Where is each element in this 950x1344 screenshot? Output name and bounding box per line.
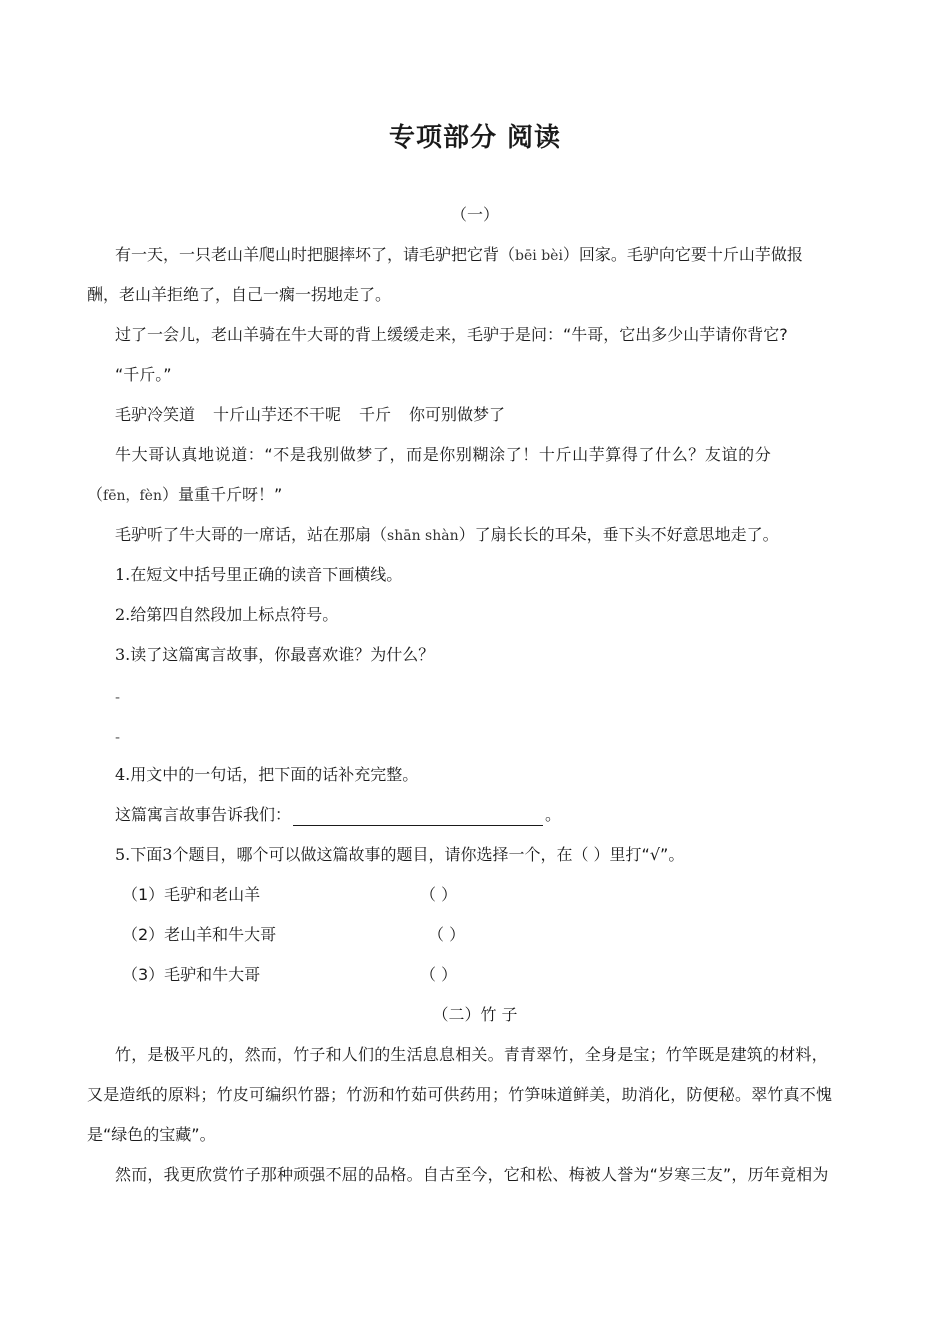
section-2-paragraph-1-line-2: 又是造纸的原料；竹皮可编织竹器；竹沥和竹茹可供药用；竹笋味道鲜美，助消化，防便秘。翠竹真不愧 xyxy=(87,1085,833,1104)
paragraph-5-line-1: 牛大哥认真地说道：“不是我别做梦了，而是你别糊涂了！十斤山芋算得了什么？友谊的分 xyxy=(115,445,772,464)
section-2-paragraph-1-line-3: 是“绿色的宝藏”。 xyxy=(87,1125,216,1144)
paragraph-6: 毛驴听了牛大哥的一席话，站在那扇（shān shàn）了扇长长的耳朵，垂下头不好意思地走了。 xyxy=(115,525,779,544)
option-1-label: （1）毛驴和老山羊 xyxy=(122,885,261,904)
section-heading-2: （二）竹 子 xyxy=(432,1005,518,1024)
section-2-paragraph-1-line-1: 竹，是极平凡的，然而，竹子和人们的生活息息相关。青青翠竹，全身是宝；竹竿既是建筑的材料， xyxy=(115,1045,828,1064)
pinyin-fen: fēn，fèn xyxy=(103,488,162,504)
question-4: 4.用文中的一句话，把下面的话补充完整。 xyxy=(115,765,419,784)
paragraph-4: 毛驴冷笑道 十斤山芋还不干呢 千斤 你可别做梦了 xyxy=(115,405,506,424)
section-heading-1: （一） xyxy=(450,205,499,224)
pinyin-bei: bēi bèi xyxy=(515,248,563,264)
question-1: 1.在短文中括号里正确的读音下画横线。 xyxy=(115,565,403,584)
question-4-fill: 这篇寓言故事告诉我们： 。 xyxy=(115,805,562,824)
paragraph-2: 过了一会儿，老山羊骑在牛大哥的背上缓缓走来，毛驴于是问：“牛哥，它出多少山芋请你背它? xyxy=(115,325,788,344)
answer-line-2[interactable]: - xyxy=(115,730,121,746)
paragraph-5-line-2: （fēn，fèn）量重千斤呀！” xyxy=(87,485,283,504)
paragraph-3: “千斤。” xyxy=(115,365,172,384)
answer-line-1[interactable]: - xyxy=(115,690,121,706)
fill-blank[interactable] xyxy=(293,807,543,826)
option-1-checkbox[interactable]: （ ） xyxy=(420,885,458,904)
question-3: 3.读了这篇寓言故事，你最喜欢谁？为什么？ xyxy=(115,645,435,664)
option-3-checkbox[interactable]: （ ） xyxy=(420,965,458,984)
paragraph-1-line-1: 有一天，一只老山羊爬山时把腿摔坏了，请毛驴把它背（bēi bèi）回家。毛驴向它要十斤山芋做报 xyxy=(115,245,803,264)
option-2-label: （2）老山羊和牛大哥 xyxy=(122,925,277,944)
section-2-paragraph-2-line-1: 然而，我更欣赏竹子那种顽强不屈的品格。自古至今，它和松、梅被人誉为“岁寒三友”，历年竟相为 xyxy=(115,1165,829,1184)
paragraph-1-line-2: 酬，老山羊拒绝了，自己一瘸一拐地走了。 xyxy=(87,285,392,304)
pinyin-shan: shān shàn xyxy=(387,528,459,544)
option-2-checkbox[interactable]: （ ） xyxy=(428,925,466,944)
option-3-label: （3）毛驴和牛大哥 xyxy=(122,965,261,984)
page-title: 专项部分 阅读 xyxy=(388,123,562,153)
question-5: 5.下面3个题目，哪个可以做这篇故事的题目，请你选择一个，在（ ）里打“√”。 xyxy=(115,845,685,864)
question-2: 2.给第四自然段加上标点符号。 xyxy=(115,605,339,624)
